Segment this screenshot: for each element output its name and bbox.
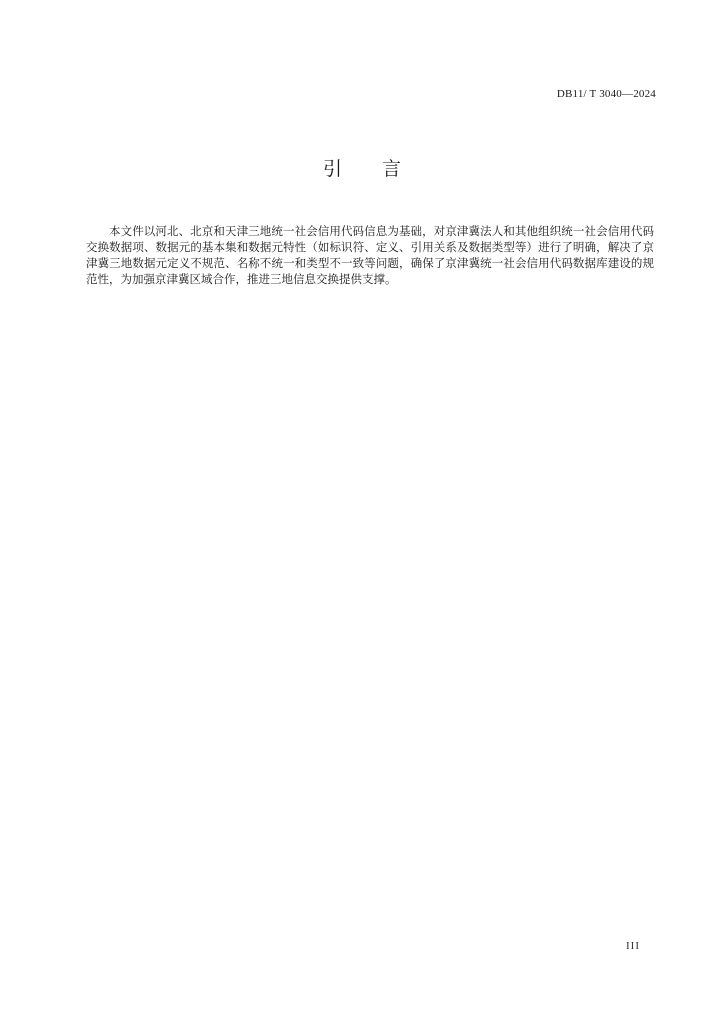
section-title: 引言 [322, 158, 441, 180]
page-number: III [626, 940, 640, 952]
body-paragraph: 本文件以河北、北京和天津三地统一社会信用代码信息为基础，对京津冀法人和其他组织统一社会信用代码交换数据项、数据元的基本集和数据元特性（如标识符、定义、引用关系及数据类型等）进行了明确，解决了京津冀三地数据元定义不规范、名称不统一和类型不一致等问题，确保了京津冀统一社会信用代码数据库建设的规范性，为加强京津冀区域合作，推进三地信息交换提供支撑。 [86, 224, 654, 286]
document-code: DB11/ T 3040—2024 [556, 88, 656, 100]
